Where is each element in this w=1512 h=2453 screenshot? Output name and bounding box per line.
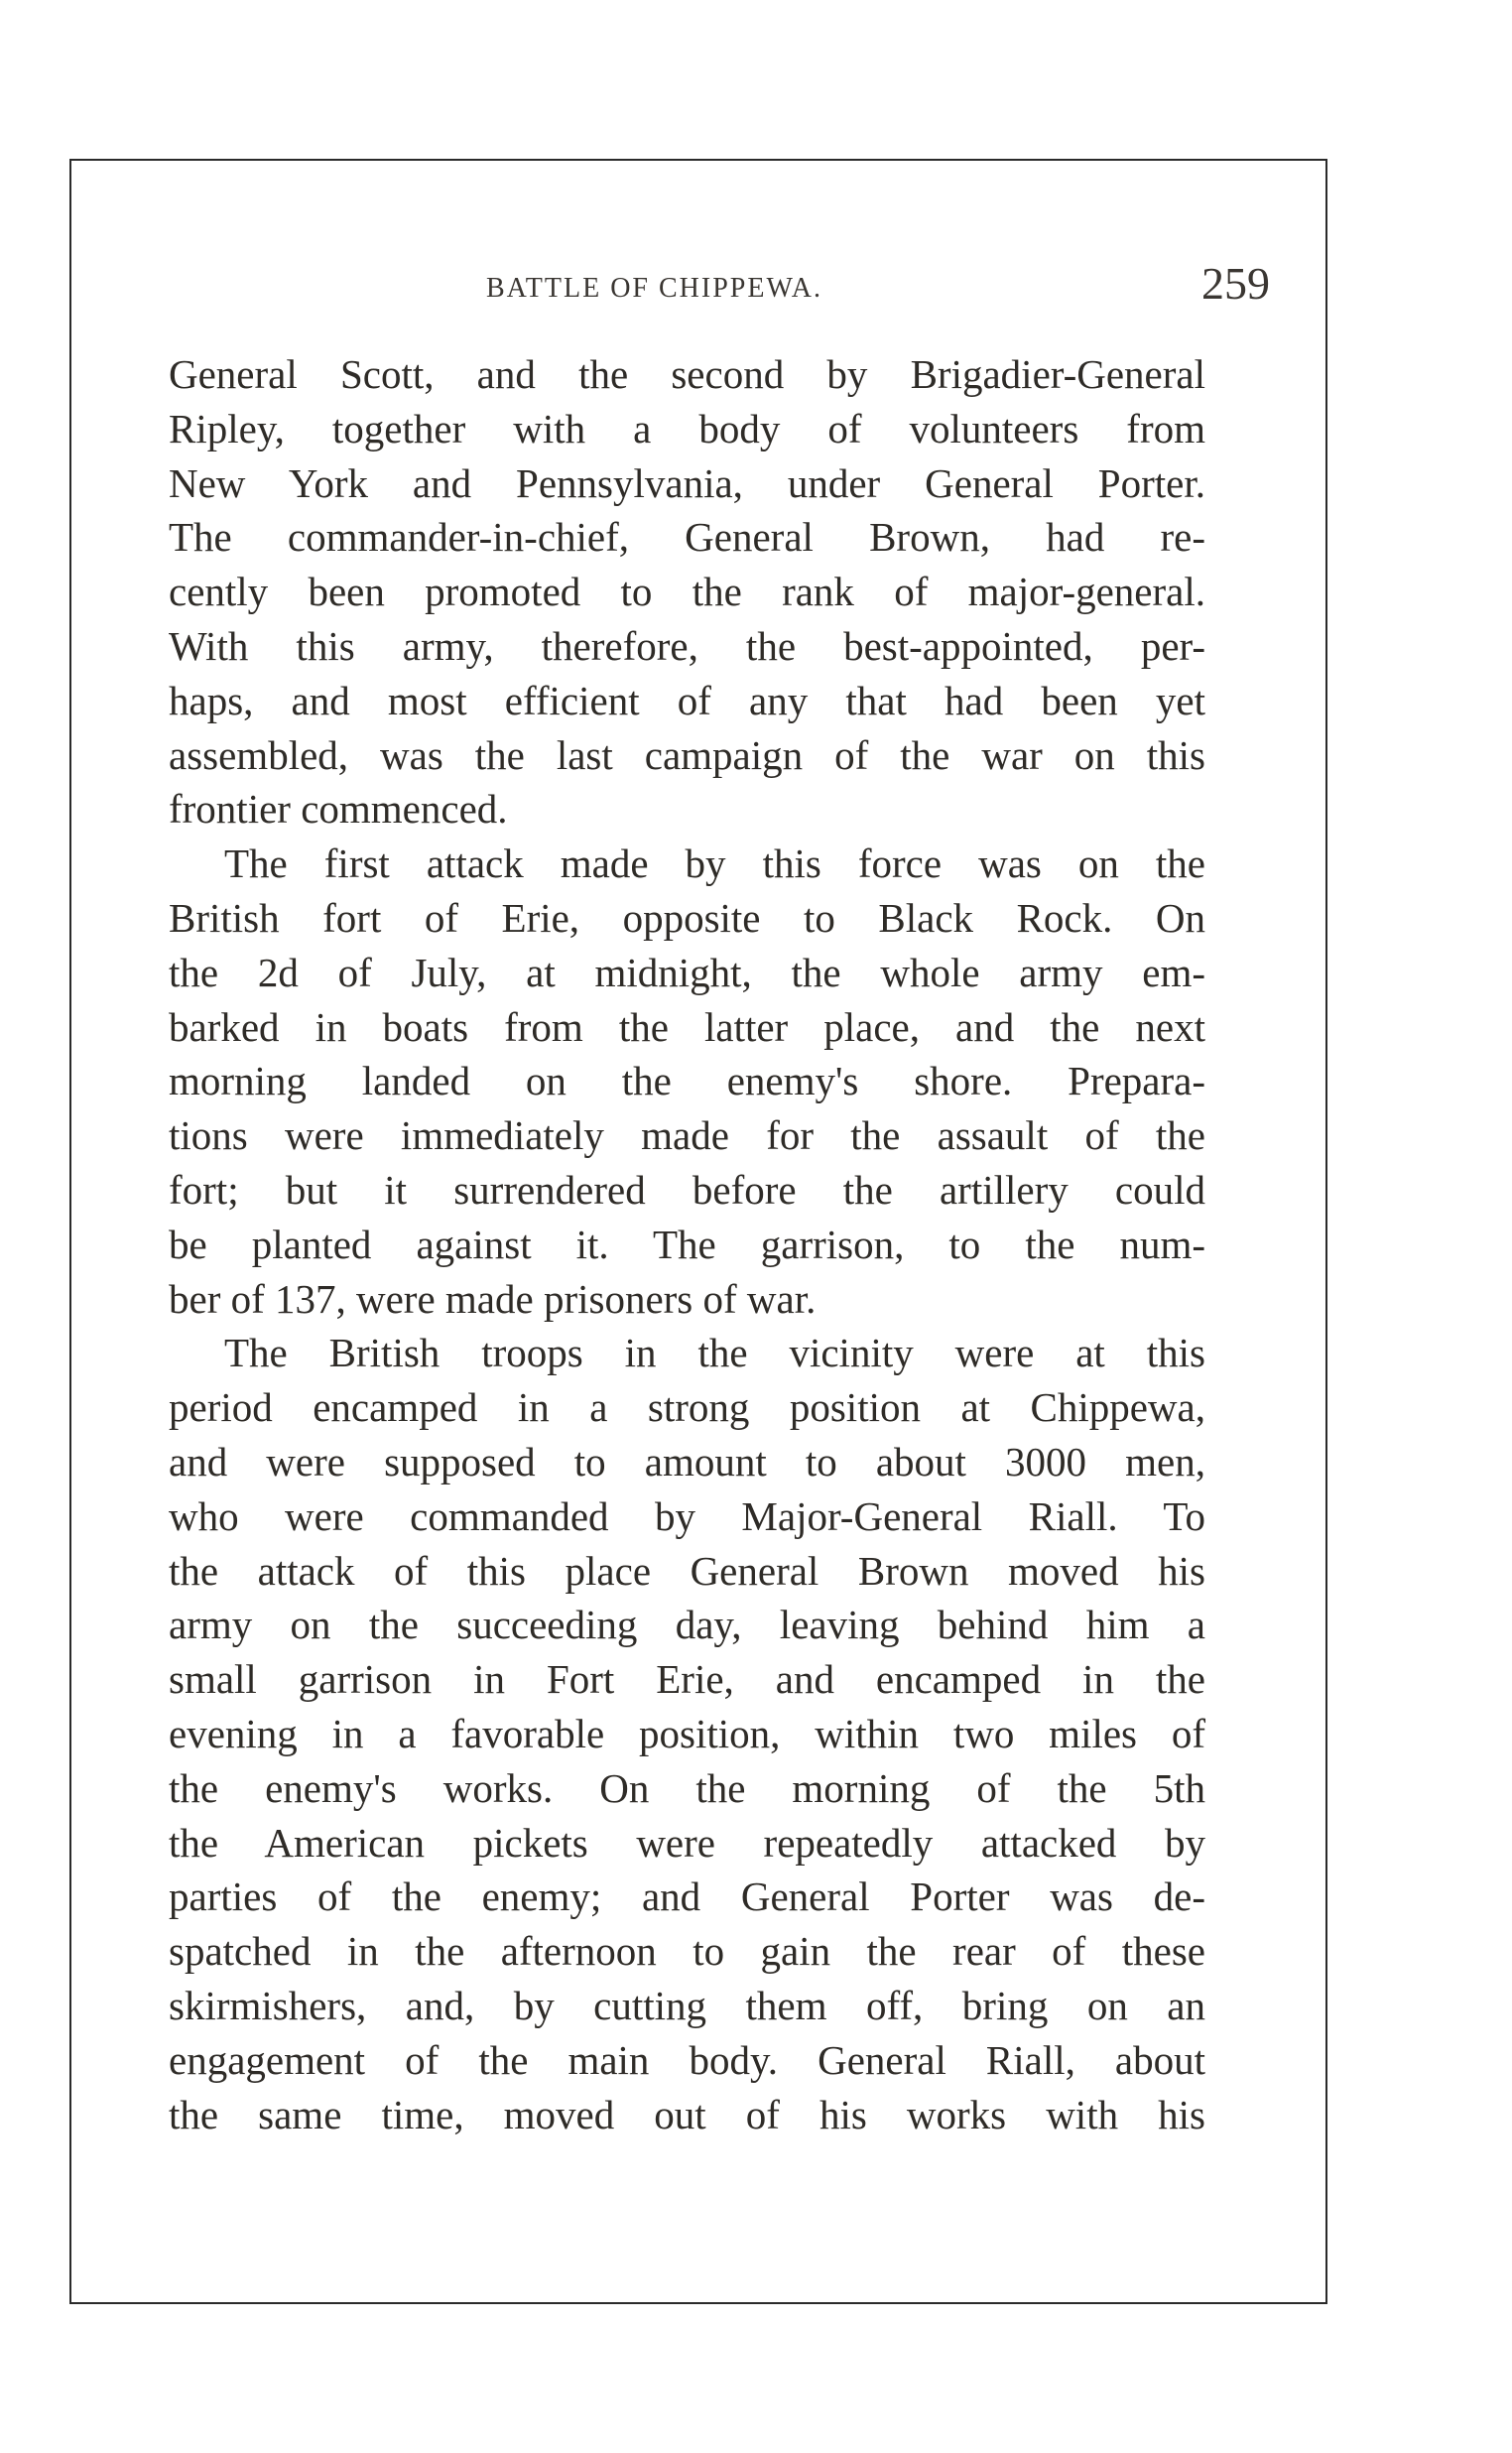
text-line: fort; but it surrendered before the artillery could (169, 1166, 1205, 1213)
text-line: the enemy's works. On the morning of the 5th (169, 1764, 1205, 1811)
text-line: morning landed on the enemy's shore. Prepara- (169, 1058, 1205, 1104)
text-line: New York and Pennsylvania, under General Porter. (169, 459, 1205, 506)
text-line: tions were immediately made for the assault of the (169, 1112, 1205, 1159)
text-line: cently been promoted to the rank of major-general. (169, 569, 1205, 615)
text-line: small garrison in Fort Erie, and encamped in the (169, 1656, 1205, 1703)
text-line: The commander-in-chief, General Brown, had re- (169, 514, 1205, 561)
text-line: The British troops in the vicinity were at this (224, 1330, 1205, 1376)
text-line: evening in a favorable position, within two miles of (169, 1710, 1205, 1756)
text-line: General Scott, and the second by Brigadier-General (169, 351, 1205, 397)
text-line: the 2d of July, at midnight, the whole army em- (169, 949, 1205, 995)
text-line: Ripley, together with a body of volunteers from (169, 405, 1205, 452)
text-line: the same time, moved out of his works with his (169, 2091, 1205, 2137)
page-number: 259 (1201, 258, 1270, 309)
text-line: ber of 137, were made prisoners of war. (169, 1275, 817, 1322)
text-line: The first attack made by this force was on the (224, 840, 1205, 887)
text-line: army on the succeeding day, leaving behind him a (169, 1602, 1205, 1648)
running-head (169, 253, 1290, 313)
text-line: British fort of Erie, opposite to Black Rock. On (169, 894, 1205, 941)
text-line: the attack of this place General Brown moved his (169, 1547, 1205, 1594)
text-line: and were supposed to amount to about 3000 men, (169, 1438, 1205, 1485)
text-line: period encamped in a strong position at Chippewa, (169, 1384, 1205, 1431)
text-line: the American pickets were repeatedly attacked by (169, 1819, 1205, 1866)
text-line: parties of the enemy; and General Porter was de- (169, 1873, 1205, 1920)
text-line: be planted against it. The garrison, to the num- (169, 1221, 1205, 1267)
text-line: barked in boats from the latter place, and the next (169, 1003, 1205, 1050)
text-line: engagement of the main body. General Riall, about (169, 2036, 1205, 2083)
text-line: who were commanded by Major-General Riall. To (169, 1492, 1205, 1539)
running-title: BATTLE OF CHIPPEWA. (486, 273, 823, 304)
text-body (169, 347, 1205, 2141)
text-line: spatched in the afternoon to gain the rear of these (169, 1928, 1205, 1975)
text-line: skirmishers, and, by cutting them off, bring on an (169, 1982, 1205, 2028)
text-line: With this army, therefore, the best-appointed, per- (169, 622, 1205, 669)
text-line: assembled, was the last campaign of the war on this (169, 731, 1205, 778)
text-line: frontier commenced. (169, 786, 508, 833)
text-line: haps, and most efficient of any that had been yet (169, 677, 1205, 723)
